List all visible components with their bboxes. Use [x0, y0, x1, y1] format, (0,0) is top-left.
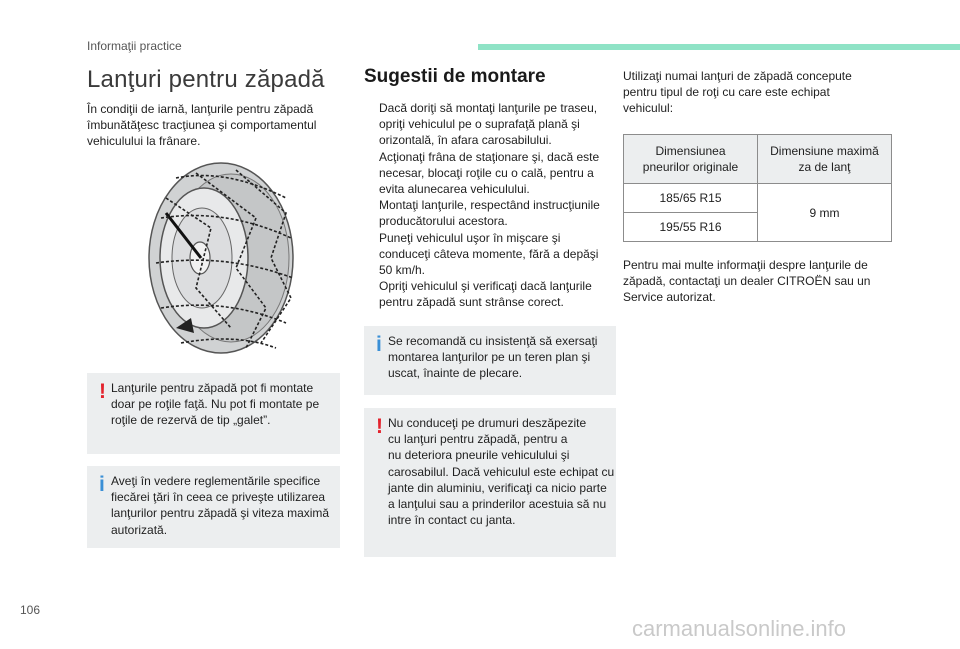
table-cell-tyre: 185/65 R15: [624, 184, 758, 213]
list-item: Dacă doriţi să montaţi lanţurile pe traseu, opriţi vehiculul pe o suprafaţă plană şi orizontală, în afara carosabilului.: [379, 101, 598, 148]
table-cell-link-size: 9 mm: [758, 184, 892, 242]
right-intro: Utilizaţi numai lanţuri de zăpadă concepute pentru tipul de roţi cu care este echipat vehiculul:: [623, 69, 852, 116]
warning-icon: !: [376, 415, 383, 438]
page-number: 106: [20, 603, 41, 617]
tyre-chain-table: [623, 134, 892, 242]
intro-paragraph: În condiţii de iarnă, lanţurile pentru zăpadă îmbunătăţesc tracţiunea şi comportamentul vehiculului la frânare.: [87, 102, 317, 149]
mounting-tips-list: [364, 100, 614, 311]
watermark: carmanualsonline.info: [632, 616, 847, 641]
right-outro: Pentru mai multe informaţii despre lanţurile de zăpadă, contactaţi un dealer CITROËN sau un Service autorizat.: [623, 258, 871, 305]
section-color-bar: [478, 44, 960, 50]
info-icon: i: [376, 333, 382, 356]
section-label: Informaţii practice: [87, 39, 182, 53]
page-title: Lanţuri pentru zăpadă: [87, 66, 325, 93]
info-icon: i: [99, 473, 105, 496]
tyre-chain-svg: [136, 158, 306, 358]
list-item: Montaţi lanţurile, respectând instrucţiunile producătorului acestora.: [379, 198, 600, 229]
tyre-chain-illustration: [136, 158, 306, 358]
warning-icon: !: [99, 380, 106, 403]
warning-text: Nu conduceţi pe drumuri deszăpezite cu lanţuri pentru zăpadă, pentru a nu deteriora pneurile vehiculului şi carosabilul. Dacă vehiculul este echipat cu jante din aluminiu, verificaţi ca nicio parte a lanţului sau a prinderilor acestuia să nu intre în contact cu janta.: [388, 416, 615, 528]
info-text: Aveţi în vedere reglementările specifice fiecărei ţări în ceea ce priveşte utilizarea lanţurilor pentru zăpadă şi viteza maximă autorizată.: [111, 474, 330, 537]
info-text: Se recomandă cu insistenţă să exersaţi montarea lanţurilor pe un teren plan şi uscat, înainte de plecare.: [388, 334, 598, 381]
table-cell-tyre: 195/55 R16: [624, 213, 758, 242]
list-item: Opriţi vehiculul şi verificaţi dacă lanţurile pentru zăpadă sunt strânse corect.: [379, 279, 592, 310]
info-box-regulations: [87, 466, 340, 548]
warning-text: Lanţurile pentru zăpadă pot fi montate doar pe roţile faţă. Nu pot fi montate pe roţile de rezervă de tip „galet”.: [111, 381, 320, 428]
warning-box-front-wheels: [87, 373, 340, 454]
table-header-tyre-size: Dimensiunea pneurilor originale: [624, 135, 758, 184]
mounting-tips-heading: Sugestii de montare: [364, 66, 546, 87]
list-item: Acţionaţi frâna de staţionare şi, dacă este necesar, blocaţi roţile cu o cală, pentru a evita alunecarea vehiculului.: [379, 149, 600, 197]
table-header-max-link: Dimensiune maximă za de lanţ: [758, 135, 892, 184]
warning-box-cleared-roads: [364, 408, 616, 557]
info-box-practice: [364, 326, 616, 395]
list-item: Puneţi vehiculul uşor în mişcare şi conduceţi câteva momente, fără a depăşi 50 km/h.: [379, 230, 599, 278]
